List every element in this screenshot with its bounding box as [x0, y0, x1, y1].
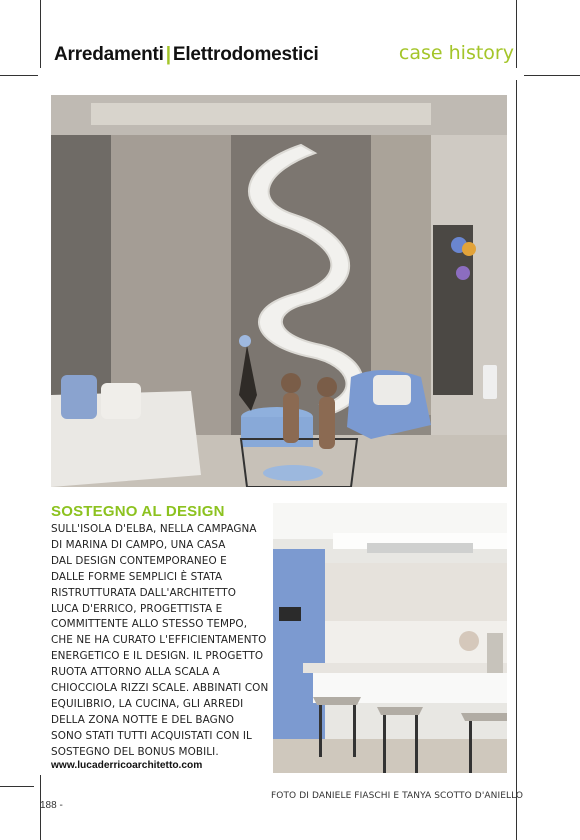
crop-mark-top-left-horizontal — [0, 75, 38, 76]
crop-mark-top-right-vertical — [516, 0, 517, 68]
article-title: SOSTEGNO AL DESIGN — [51, 503, 225, 520]
article-line: SULL'ISOLA D'ELBA, NELLA CAMPAGNA — [51, 523, 257, 535]
page-number: 188 - — [40, 800, 63, 811]
crop-mark-top-right-horizontal — [524, 75, 580, 76]
article-line: SONO STATI TUTTI ACQUISTATI CON IL — [51, 729, 252, 742]
crop-mark-top-left-vertical — [40, 0, 41, 68]
article-line: CHIOCCIOLA RIZZI SCALE. ABBINATI CON — [51, 682, 269, 695]
article-line: RISTRUTTURATA DALL'ARCHITETTO — [51, 586, 237, 599]
crop-mark-right-vertical — [516, 80, 517, 840]
hero-photo-living-room — [51, 95, 507, 487]
article-line: DELLA ZONA NOTTE E DEL BAGNO — [51, 713, 234, 726]
architect-website-link[interactable]: www.lucaderricoarchitetto.com — [51, 760, 203, 771]
article-line: DALLE FORME SEMPLICI È STATA — [51, 570, 223, 583]
section-label: case history — [398, 42, 514, 64]
kitchen-photo — [273, 503, 507, 773]
article-body — [51, 522, 269, 761]
brand-left: Arredamenti — [54, 44, 164, 65]
article-line: COMMITTENTE ALLO STESSO TEMPO, — [51, 618, 248, 631]
article-line: DI MARINA DI CAMPO, UNA CASA — [51, 538, 226, 551]
magazine-section-title — [54, 44, 319, 66]
article-line: RUOTA ATTORNO ALLA SCALA A — [51, 666, 220, 679]
photo-credit: FOTO DI DANIELE FIASCHI E TANYA SCOTTO D'ANIELLO — [271, 791, 524, 801]
article-line: LUCA D'ERRICO, PROGETTISTA E — [51, 602, 223, 615]
brand-separator: | — [165, 44, 171, 65]
article-line: SOSTEGNO DEL BONUS MOBILI. — [51, 745, 219, 758]
brand-right: Elettrodomestici — [172, 44, 319, 65]
article-line: CHE NE HA CURATO L'EFFICIENTAMENTO — [51, 634, 267, 647]
kitchen-illustration — [273, 503, 507, 773]
article-line: DAL DESIGN CONTEMPORANEO E — [51, 554, 227, 567]
crop-mark-bottom-horizontal — [0, 786, 34, 787]
article-line: ENERGETICO E IL DESIGN. IL PROGETTO — [51, 650, 264, 663]
living-room-illustration — [51, 95, 507, 487]
page-header — [54, 42, 514, 72]
article-line: EQUILIBRIO, LA CUCINA, GLI ARREDI — [51, 697, 244, 710]
